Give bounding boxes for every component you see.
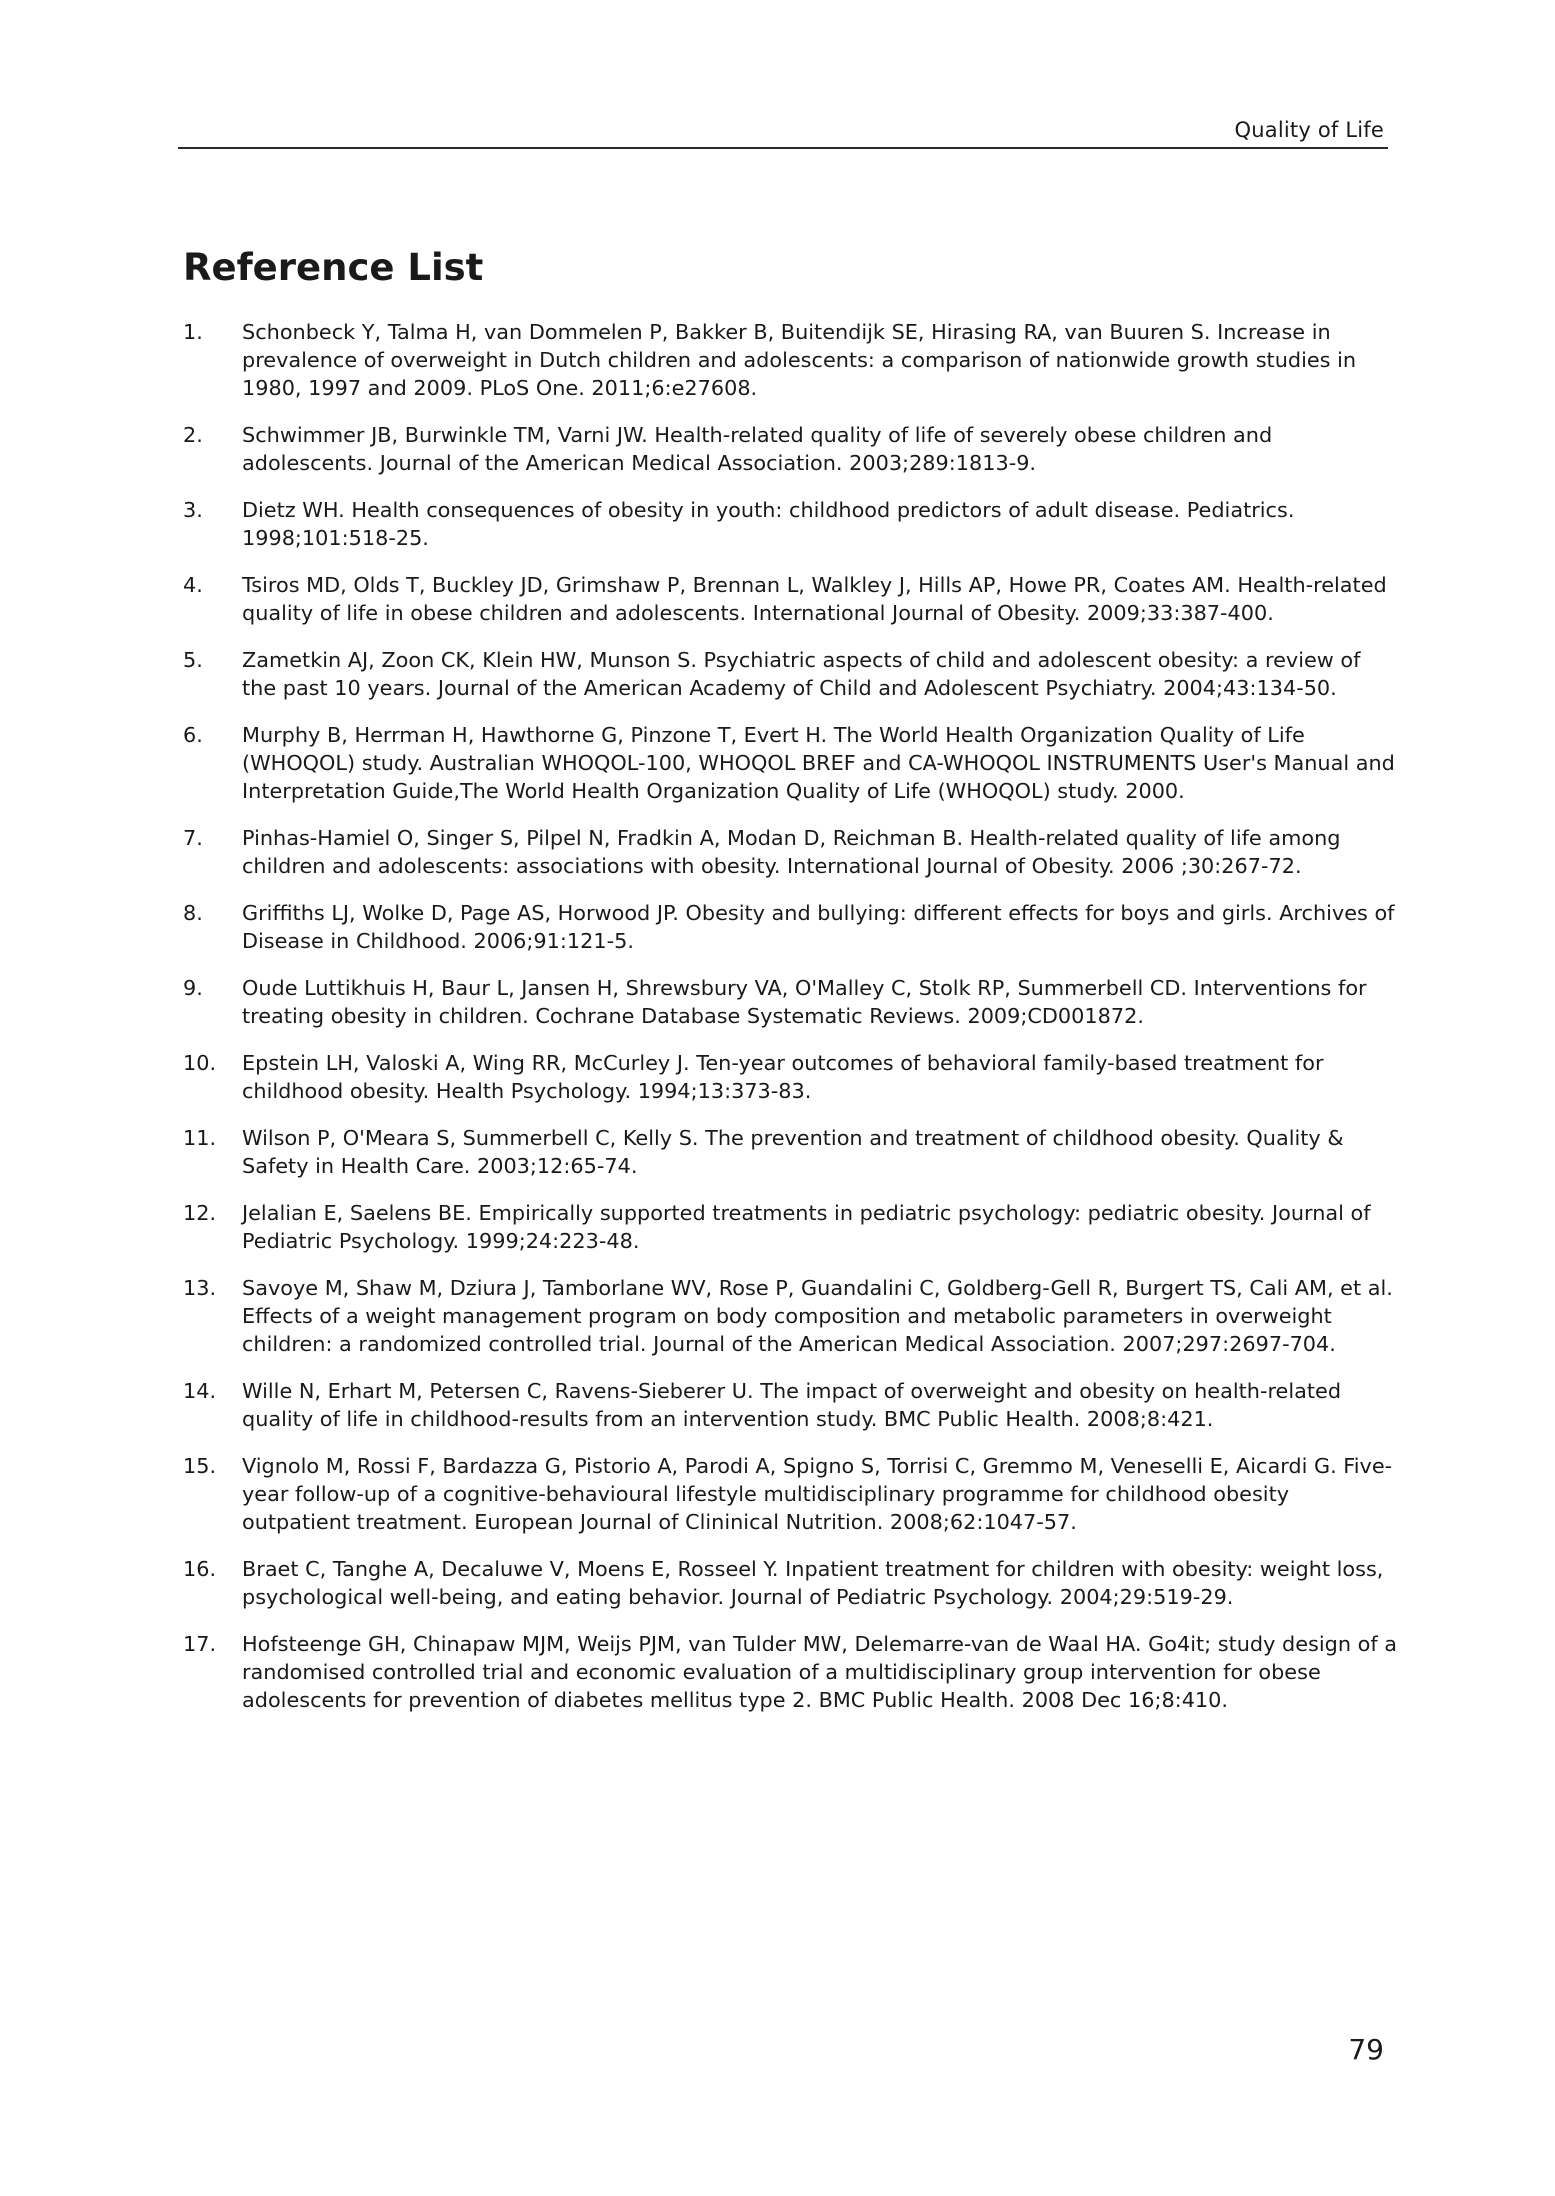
- reference-list: [183, 318, 1398, 1733]
- reference-item: [183, 1124, 1398, 1180]
- reference-item: [183, 1630, 1398, 1714]
- reference-text: Wille N, Erhart M, Petersen C, Ravens-Sieberer U. The impact of overweight and obesity on health-related quality of life in childhood-results from an intervention study. BMC Public Health. 2008;8:421.: [242, 1379, 1342, 1431]
- reference-text: Savoye M, Shaw M, Dziura J, Tamborlane WV, Rose P, Guandalini C, Goldberg-Gell R, Burgert TS, Cali AM, et al. Effects of a weight management program on body composition and metabolic parameters in overweight children: a randomized controlled trial. Journal of the American Medical Association. 2007;297:2697-704.: [242, 1276, 1393, 1356]
- reference-number: 14.: [183, 1379, 217, 1403]
- reference-number: 17.: [183, 1632, 217, 1656]
- reference-item: [183, 974, 1398, 1030]
- reference-number: 11.: [183, 1126, 217, 1150]
- reference-item: [183, 824, 1398, 880]
- reference-item: [183, 1377, 1398, 1433]
- reference-item: [183, 571, 1398, 627]
- reference-text: Tsiros MD, Olds T, Buckley JD, Grimshaw P, Brennan L, Walkley J, Hills AP, Howe PR, Coates AM. Health-related quality of life in obese children and adolescents. International Journal of Obesity. 2009;33:387-400.: [242, 573, 1387, 625]
- reference-item: [183, 1555, 1398, 1611]
- reference-item: [183, 496, 1398, 552]
- reference-text: Schonbeck Y, Talma H, van Dommelen P, Bakker B, Buitendijk SE, Hirasing RA, van Buuren S. Increase in prevalence of overweight in Dutch children and adolescents: a comparison of nationwide growth studies in 1980, 1997 and 2009. PLoS One. 2011;6:e27608.: [242, 320, 1357, 400]
- page-number: 79: [1348, 2033, 1384, 2066]
- reference-text: Hofsteenge GH, Chinapaw MJM, Weijs PJM, van Tulder MW, Delemarre-van de Waal HA. Go4it; study design of a randomised controlled trial and economic evaluation of a multidisciplinary group intervention for obese adolescents for prevention of diabetes mellitus type 2. BMC Public Health. 2008 Dec 16;8:410.: [242, 1632, 1398, 1712]
- reference-text: Zametkin AJ, Zoon CK, Klein HW, Munson S. Psychiatric aspects of child and adolescent obesity: a review of the past 10 years. Journal of the American Academy of Child and Adolescent Psychiatry. 2004;43:134-50.: [242, 648, 1361, 700]
- reference-number: 1.: [183, 320, 203, 344]
- reference-text: Oude Luttikhuis H, Baur L, Jansen H, Shrewsbury VA, O'Malley C, Stolk RP, Summerbell CD. Interventions for treating obesity in children. Cochrane Database Systematic Reviews. 2009;CD001872.: [242, 976, 1367, 1028]
- reference-item: [183, 1049, 1398, 1105]
- reference-number: 3.: [183, 498, 203, 522]
- reference-text: Griffiths LJ, Wolke D, Page AS, Horwood JP. Obesity and bullying: different effects for boys and girls. Archives of Disease in Childhood. 2006;91:121-5.: [242, 901, 1395, 953]
- reference-text: Epstein LH, Valoski A, Wing RR, McCurley J. Ten-year outcomes of behavioral family-based treatment for childhood obesity. Health Psychology. 1994;13:373-83.: [242, 1051, 1324, 1103]
- reference-number: 4.: [183, 573, 203, 597]
- reference-number: 5.: [183, 648, 203, 672]
- reference-number: 6.: [183, 723, 203, 747]
- reference-number: 8.: [183, 901, 203, 925]
- reference-number: 13.: [183, 1276, 217, 1300]
- running-header-title: Quality of Life: [1234, 118, 1384, 142]
- reference-number: 15.: [183, 1454, 217, 1478]
- reference-item: [183, 1274, 1398, 1358]
- reference-item: [183, 421, 1398, 477]
- reference-number: 2.: [183, 423, 203, 447]
- section-title: Reference List: [183, 246, 484, 289]
- reference-text: Vignolo M, Rossi F, Bardazza G, Pistorio A, Parodi A, Spigno S, Torrisi C, Gremmo M, Veneselli E, Aicardi G. Five-year follow-up of a cognitive-behavioural lifestyle multidisciplinary programme for childhood obesity outpatient treatment. European Journal of Clininical Nutrition. 2008;62:1047-57.: [242, 1454, 1393, 1534]
- reference-number: 9.: [183, 976, 203, 1000]
- running-header: [178, 112, 1388, 149]
- reference-text: Schwimmer JB, Burwinkle TM, Varni JW. Health-related quality of life of severely obese children and adolescents. Journal of the American Medical Association. 2003;289:1813-9.: [242, 423, 1273, 475]
- reference-text: Dietz WH. Health consequences of obesity in youth: childhood predictors of adult disease. Pediatrics. 1998;101:518-25.: [242, 498, 1295, 550]
- reference-item: [183, 721, 1398, 805]
- reference-text: Wilson P, O'Meara S, Summerbell C, Kelly S. The prevention and treatment of childhood obesity. Quality & Safety in Health Care. 2003;12:65-74.: [242, 1126, 1344, 1178]
- reference-item: [183, 646, 1398, 702]
- reference-text: Jelalian E, Saelens BE. Empirically supported treatments in pediatric psychology: pediatric obesity. Journal of Pediatric Psychology. 1999;24:223-48.: [242, 1201, 1371, 1253]
- reference-number: 12.: [183, 1201, 217, 1225]
- reference-number: 7.: [183, 826, 203, 850]
- reference-item: [183, 899, 1398, 955]
- reference-number: 16.: [183, 1557, 217, 1581]
- reference-item: [183, 1452, 1398, 1536]
- reference-item: [183, 318, 1398, 402]
- reference-text: Murphy B, Herrman H, Hawthorne G, Pinzone T, Evert H. The World Health Organization Quality of Life (WHOQOL) study. Australian WHOQOL-100, WHOQOL BREF and CA-WHOQOL INSTRUMENTS User's Manual and Interpretation Guide,The World Health Organization Quality of Life (WHOQOL) study. 2000.: [242, 723, 1395, 803]
- reference-number: 10.: [183, 1051, 217, 1075]
- reference-item: [183, 1199, 1398, 1255]
- reference-text: Pinhas-Hamiel O, Singer S, Pilpel N, Fradkin A, Modan D, Reichman B. Health-related quality of life among children and adolescents: associations with obesity. International Journal of Obesity. 2006 ;30:267-72.: [242, 826, 1341, 878]
- reference-text: Braet C, Tanghe A, Decaluwe V, Moens E, Rosseel Y. Inpatient treatment for children with obesity: weight loss, psychological well-being, and eating behavior. Journal of Pediatric Psychology. 2004;29:519-29.: [242, 1557, 1384, 1609]
